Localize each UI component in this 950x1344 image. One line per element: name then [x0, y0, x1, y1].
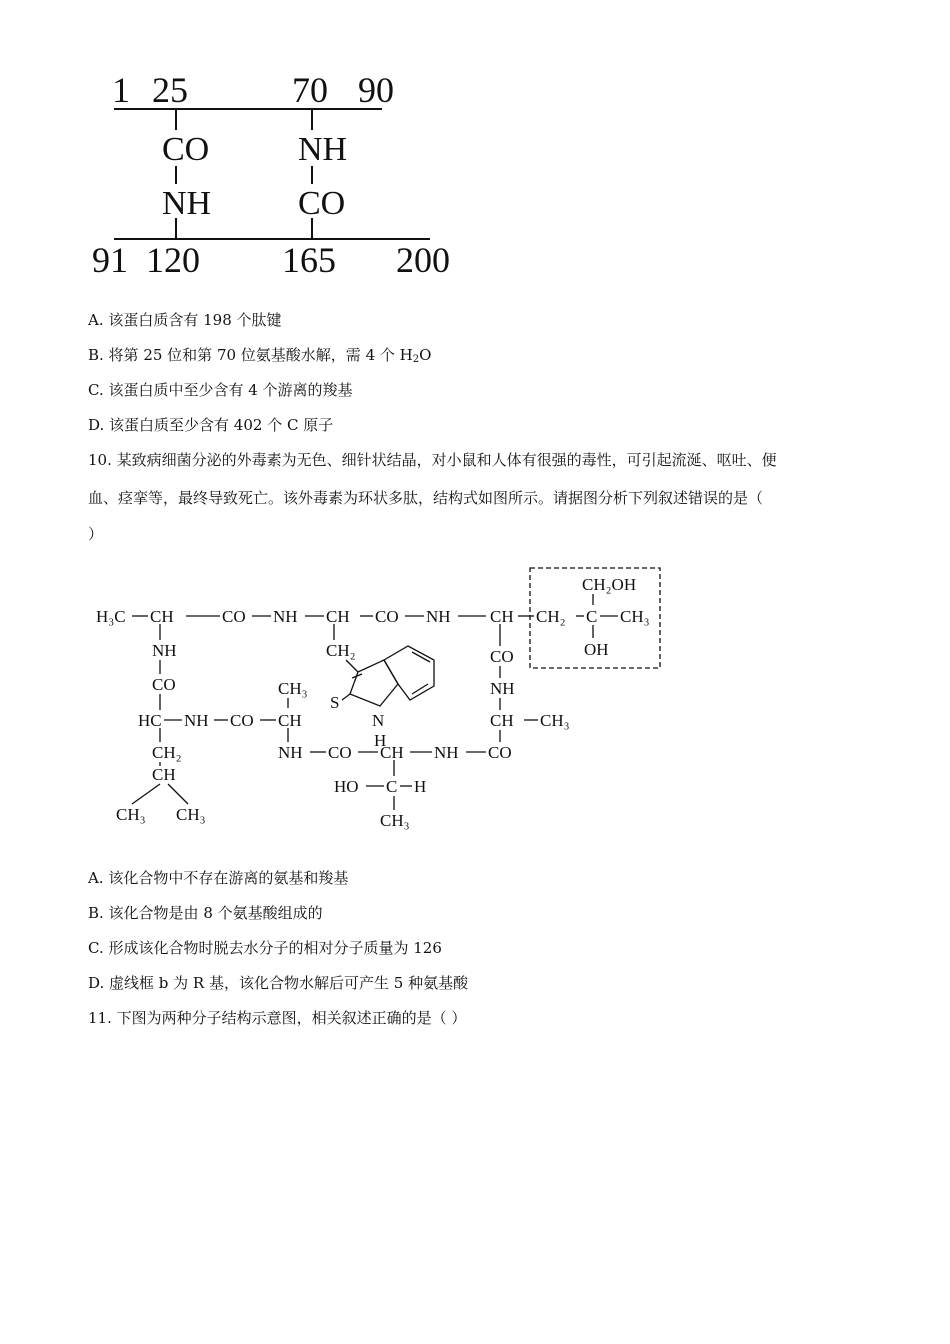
svg-text:CH₃: CH₃: [620, 607, 650, 626]
svg-text:CH₃: CH₃: [116, 805, 146, 824]
q9-option-a: A. 该蛋白质含有 198 个肽键: [88, 311, 282, 329]
right-nh: NH: [298, 131, 348, 168]
svg-text:NH: NH: [490, 679, 515, 698]
svg-text:HO: HO: [334, 777, 359, 796]
bottom-number-120: 120: [146, 240, 200, 280]
cyclic-peptide-figure: [88, 560, 688, 840]
svg-text:CO: CO: [222, 607, 246, 626]
top-number-25: 25: [152, 70, 188, 110]
q10-option-d: D. 虚线框 b 为 R 基，该化合物水解后可产生 5 种氨基酸: [88, 974, 469, 992]
svg-text:CH₂OH: CH₂OH: [582, 575, 637, 594]
left-nh: NH: [162, 185, 212, 222]
svg-text:C: C: [586, 607, 598, 626]
svg-text:H: H: [374, 731, 387, 750]
svg-text:C: C: [386, 777, 398, 796]
svg-text:CH₃: CH₃: [540, 711, 570, 730]
q11-stem: 11. 下图为两种分子结构示意图，相关叙述正确的是（ ）: [88, 1009, 467, 1027]
svg-text:CH₂: CH₂: [536, 607, 566, 626]
q10-stem-line2: 血、痉挛等，最终导致死亡。该外毒素为环状多肽，结构式如图所示。请据图分析下列叙述错误的是（: [88, 489, 764, 507]
svg-text:CO: CO: [328, 743, 352, 762]
svg-text:CH₃: CH₃: [380, 811, 410, 830]
q10-option-b: B. 该化合物是由 8 个氨基酸组成的: [88, 904, 323, 922]
q10-stem-line3: ）: [88, 525, 104, 543]
svg-text:CH₃: CH₃: [176, 805, 206, 824]
svg-text:NH: NH: [273, 607, 298, 626]
q9-option-b: B. 将第 25 位和第 70 位氨基酸水解，需 4 个 $H_2O$: [88, 346, 432, 365]
svg-text:NH: NH: [426, 607, 451, 626]
svg-text:CH: CH: [150, 607, 174, 626]
svg-text:CH: CH: [490, 607, 514, 626]
q9-option-d: D. 该蛋白质至少含有 402 个 C 原子: [88, 416, 334, 434]
svg-text:CH: CH: [326, 607, 350, 626]
left-co: CO: [162, 131, 210, 168]
bottom-number-165: 165: [282, 240, 336, 280]
bottom-number-200: 200: [396, 240, 450, 280]
svg-text:NH: NH: [434, 743, 459, 762]
svg-text:N: N: [372, 711, 385, 730]
svg-text:CO: CO: [488, 743, 512, 762]
q10-stem-line1: 10. 某致病细菌分泌的外毒素为无色、细针状结晶，对小鼠和人体有很强的毒性，可引起流涎、呕吐、便: [88, 451, 777, 469]
right-co: CO: [298, 185, 346, 222]
top-number-1: 1: [112, 70, 130, 110]
svg-text:CH₂: CH₂: [152, 743, 182, 762]
q10-option-c: C. 形成该化合物时脱去水分子的相对分子质量为 126: [88, 939, 442, 957]
svg-text:CH: CH: [490, 711, 514, 730]
svg-text:CH₃: CH₃: [278, 679, 308, 698]
bottom-number-91: 91: [92, 240, 128, 280]
top-number-70: 70: [292, 70, 328, 110]
svg-text:H₃C: H₃C: [96, 607, 126, 626]
q9-option-c: C. 该蛋白质中至少含有 4 个游离的羧基: [88, 381, 353, 399]
svg-text:OH: OH: [584, 640, 609, 659]
svg-text:CH₂: CH₂: [326, 641, 356, 660]
svg-text:S: S: [330, 693, 340, 712]
svg-text:CH: CH: [152, 765, 176, 784]
svg-text:NH: NH: [152, 641, 177, 660]
top-number-90: 90: [358, 70, 394, 110]
svg-text:NH: NH: [184, 711, 209, 730]
svg-text:CO: CO: [230, 711, 254, 730]
svg-text:CO: CO: [152, 675, 176, 694]
svg-text:CH: CH: [278, 711, 302, 730]
svg-text:CH: CH: [380, 743, 404, 762]
q10-option-a: A. 该化合物中不存在游离的氨基和羧基: [88, 869, 349, 887]
protein-chain-figure: [80, 64, 480, 284]
svg-text:H: H: [414, 777, 427, 796]
svg-text:NH: NH: [278, 743, 303, 762]
svg-text:HC: HC: [138, 711, 162, 730]
svg-text:CO: CO: [490, 647, 514, 666]
svg-text:CO: CO: [375, 607, 399, 626]
